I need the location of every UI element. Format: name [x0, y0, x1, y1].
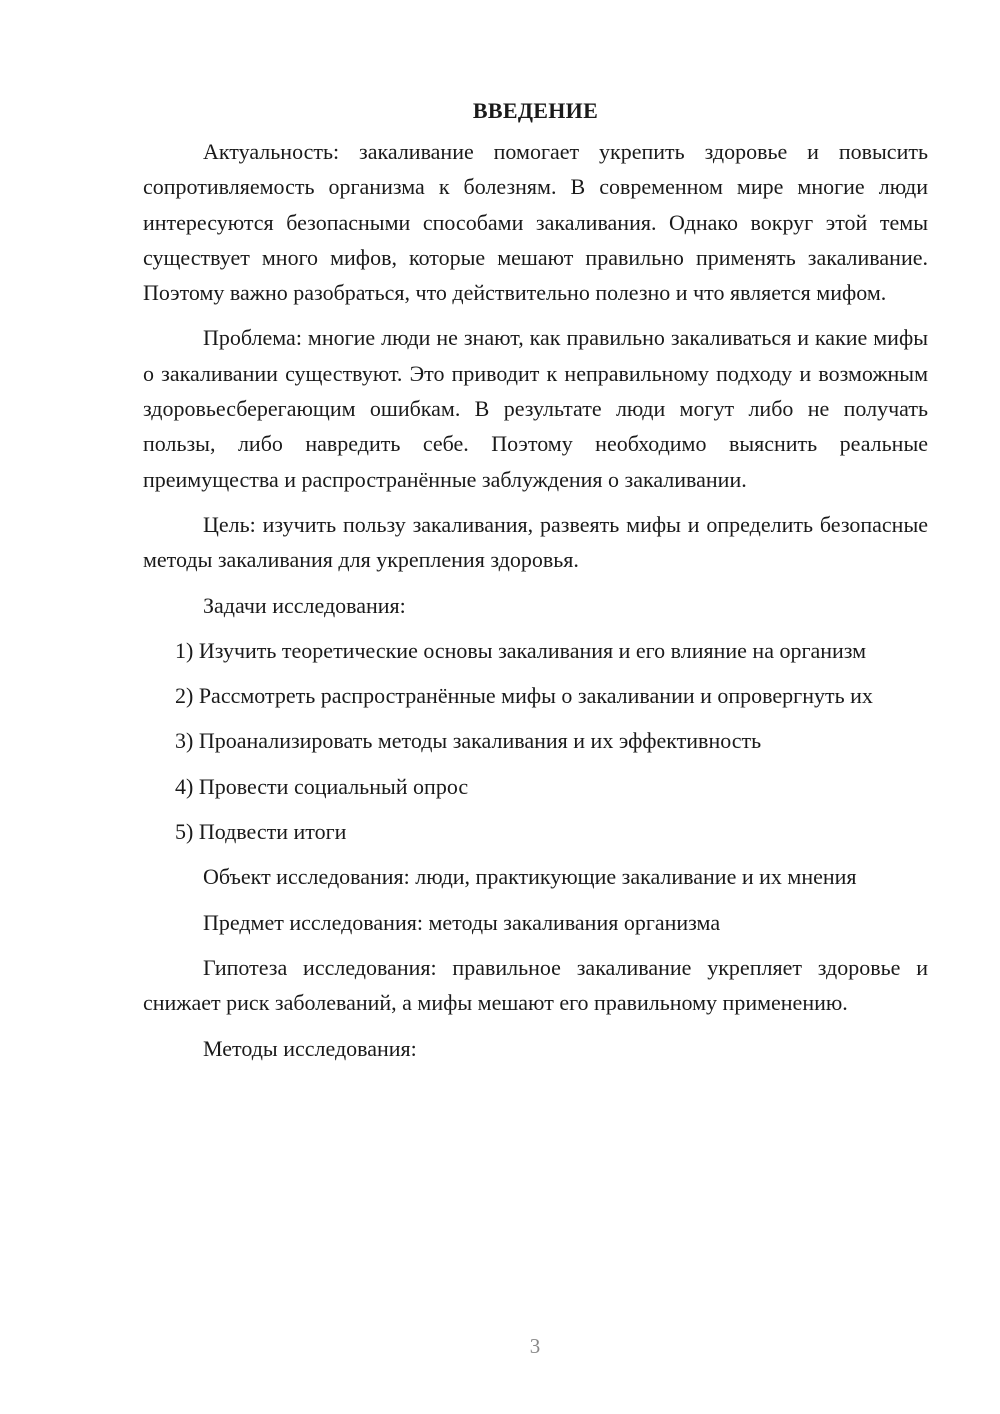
task-item-4: 4) Провести социальный опрос: [175, 773, 469, 799]
task-item-5: 5) Подвести итоги: [175, 819, 347, 845]
section-title: ВВЕДЕНИЕ: [472, 98, 599, 123]
task-item-2: 2) Рассмотреть распространённые мифы о закаливании и опровергнуть их: [175, 683, 873, 709]
paragraph-relevance: Актуальность: закаливание помогает укрепить здоровье и повысить сопротивляемость организма к болезням. В современном мире многие люди интересуются безопасными способами закаливания. Однако вокруг этой темы существует много мифов, которые мешают правильно применять закаливание. Поэтому важно разобраться, что действительно полезно и что является мифом.: [143, 139, 928, 306]
task-item-1: 1) Изучить теоретические основы закаливания и его влияние на организм: [175, 637, 867, 663]
paragraph-methods: Методы исследования:: [203, 1035, 417, 1061]
page-number: 3: [529, 1334, 541, 1358]
task-item-3: 3) Проанализировать методы закаливания и их эффективность: [175, 728, 762, 754]
paragraph-problem: Проблема: многие люди не знают, как правильно закаливаться и какие мифы о закаливании существуют. Это приводит к неправильному подходу и возможным здоровьесберегающим ошибкам. В результате люди могут либо не получать пользы, либо навредить себе. Поэтому необходимо выяснить реальные преимущества и распространённые заблуждения о закаливании.: [143, 325, 928, 492]
paragraph-subject: Предмет исследования: методы закаливания организма: [203, 909, 721, 935]
paragraph-goal: Цель: изучить пользу закаливания, развеять мифы и определить безопасные методы закаливания для укрепления здоровья.: [143, 511, 928, 573]
document-page: [143, 96, 928, 1066]
paragraph-hypothesis: Гипотеза исследования: правильное закаливание укрепляет здоровье и снижает риск заболеваний, а мифы мешают его правильному применению.: [143, 954, 928, 1016]
paragraph-tasks-heading: Задачи исследования:: [203, 592, 406, 618]
paragraph-object: Объект исследования: люди, практикующие закаливание и их мнения: [203, 864, 857, 890]
